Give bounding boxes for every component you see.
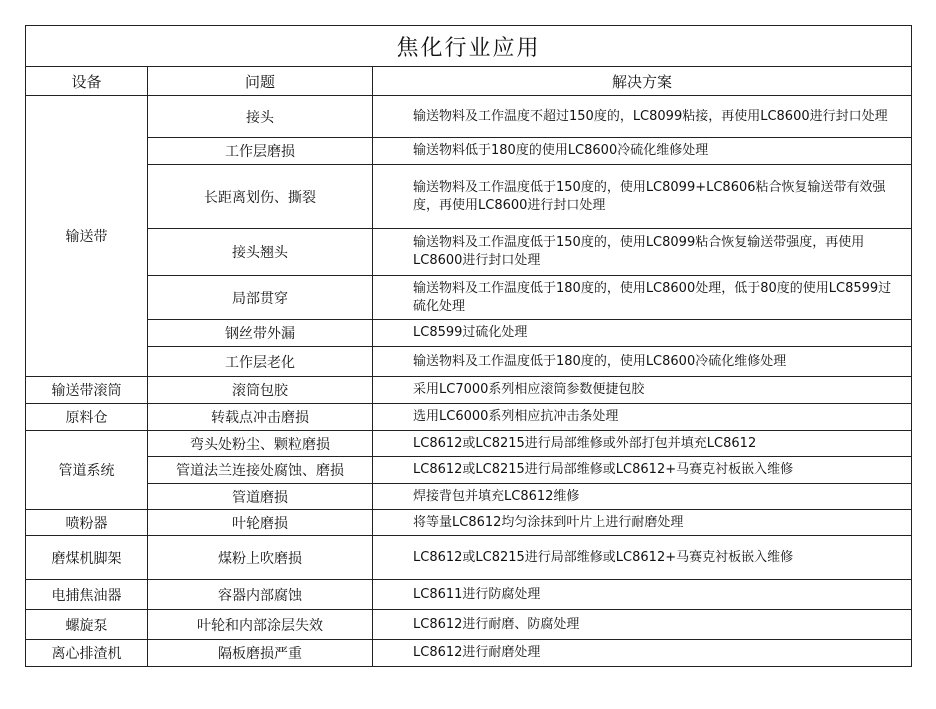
solution-cell: 输送物料及工作温度不超过150度的，LC8099粘接，再使用LC8600进行封口处理 <box>373 96 912 138</box>
solution-cell: 输送物料及工作温度低于150度的，使用LC8099+LC8606粘合恢复输送带有效强度，再使用LC8600进行封口处理 <box>373 165 912 229</box>
table-row <box>26 510 912 536</box>
problem-cell: 局部贯穿 <box>148 276 373 320</box>
equipment-cell: 磨煤机脚架 <box>26 536 148 580</box>
table-row <box>26 404 912 431</box>
problem-cell: 管道磨损 <box>148 484 373 510</box>
table-row <box>26 320 912 347</box>
solution-cell: 焊接背包并填充LC8612维修 <box>373 484 912 510</box>
equipment-cell: 管道系统 <box>26 431 148 510</box>
table-row <box>26 431 912 457</box>
equipment-cell: 电捕焦油器 <box>26 580 148 610</box>
table-row <box>26 96 912 138</box>
problem-cell: 容器内部腐蚀 <box>148 580 373 610</box>
problem-cell: 工作层老化 <box>148 347 373 377</box>
solution-cell: LC8612进行耐磨、防腐处理 <box>373 610 912 640</box>
industry-application-table <box>25 25 912 667</box>
problem-cell: 叶轮和内部涂层失效 <box>148 610 373 640</box>
header-solution: 解决方案 <box>373 67 912 96</box>
header-equipment: 设备 <box>26 67 148 96</box>
solution-cell: LC8612或LC8215进行局部维修或LC8612+马赛克衬板嵌入维修 <box>373 536 912 580</box>
equipment-cell: 离心排渣机 <box>26 640 148 667</box>
solution-cell: LC8599过硫化处理 <box>373 320 912 347</box>
table-row <box>26 457 912 484</box>
table-row <box>26 165 912 229</box>
solution-cell: LC8611进行防腐处理 <box>373 580 912 610</box>
solution-cell: 选用LC6000系列相应抗冲击条处理 <box>373 404 912 431</box>
table-row <box>26 580 912 610</box>
problem-cell: 钢丝带外漏 <box>148 320 373 347</box>
solution-cell: LC8612或LC8215进行局部维修或外部打包并填充LC8612 <box>373 431 912 457</box>
solution-cell: 输送物料及工作温度低于150度的，使用LC8099粘合恢复输送带强度，再使用LC8600进行封口处理 <box>373 229 912 276</box>
problem-cell: 煤粉上吹磨损 <box>148 536 373 580</box>
problem-cell: 接头 <box>148 96 373 138</box>
table-row <box>26 640 912 667</box>
problem-cell: 长距离划伤、撕裂 <box>148 165 373 229</box>
problem-cell: 转载点冲击磨损 <box>148 404 373 431</box>
table-row <box>26 229 912 276</box>
problem-cell: 弯头处粉尘、颗粒磨损 <box>148 431 373 457</box>
solution-cell: LC8612或LC8215进行局部维修或LC8612+马赛克衬板嵌入维修 <box>373 457 912 484</box>
equipment-cell: 螺旋泵 <box>26 610 148 640</box>
table-row <box>26 276 912 320</box>
table-row <box>26 610 912 640</box>
table-title: 焦化行业应用 <box>26 26 912 67</box>
solution-cell: 输送物料低于180度的使用LC8600冷硫化维修处理 <box>373 138 912 165</box>
table-row <box>26 377 912 404</box>
problem-cell: 叶轮磨损 <box>148 510 373 536</box>
equipment-cell: 原料仓 <box>26 404 148 431</box>
header-problem: 问题 <box>148 67 373 96</box>
problem-cell: 隔板磨损严重 <box>148 640 373 667</box>
problem-cell: 接头翘头 <box>148 229 373 276</box>
table-container <box>25 25 912 667</box>
solution-cell: 将等量LC8612均匀涂抹到叶片上进行耐磨处理 <box>373 510 912 536</box>
problem-cell: 管道法兰连接处腐蚀、磨损 <box>148 457 373 484</box>
equipment-cell: 喷粉器 <box>26 510 148 536</box>
solution-cell: LC8612进行耐磨处理 <box>373 640 912 667</box>
equipment-cell: 输送带 <box>26 96 148 377</box>
solution-cell: 采用LC7000系列相应滚筒参数便捷包胶 <box>373 377 912 404</box>
table-row <box>26 347 912 377</box>
solution-cell: 输送物料及工作温度低于180度的，使用LC8600冷硫化维修处理 <box>373 347 912 377</box>
problem-cell: 工作层磨损 <box>148 138 373 165</box>
solution-cell: 输送物料及工作温度低于180度的，使用LC8600处理，低于80度的使用LC8599过硫化处理 <box>373 276 912 320</box>
table-row <box>26 536 912 580</box>
table-row <box>26 138 912 165</box>
problem-cell: 滚筒包胶 <box>148 377 373 404</box>
header-row <box>26 67 912 96</box>
title-row <box>26 26 912 67</box>
equipment-cell: 输送带滚筒 <box>26 377 148 404</box>
table-row <box>26 484 912 510</box>
